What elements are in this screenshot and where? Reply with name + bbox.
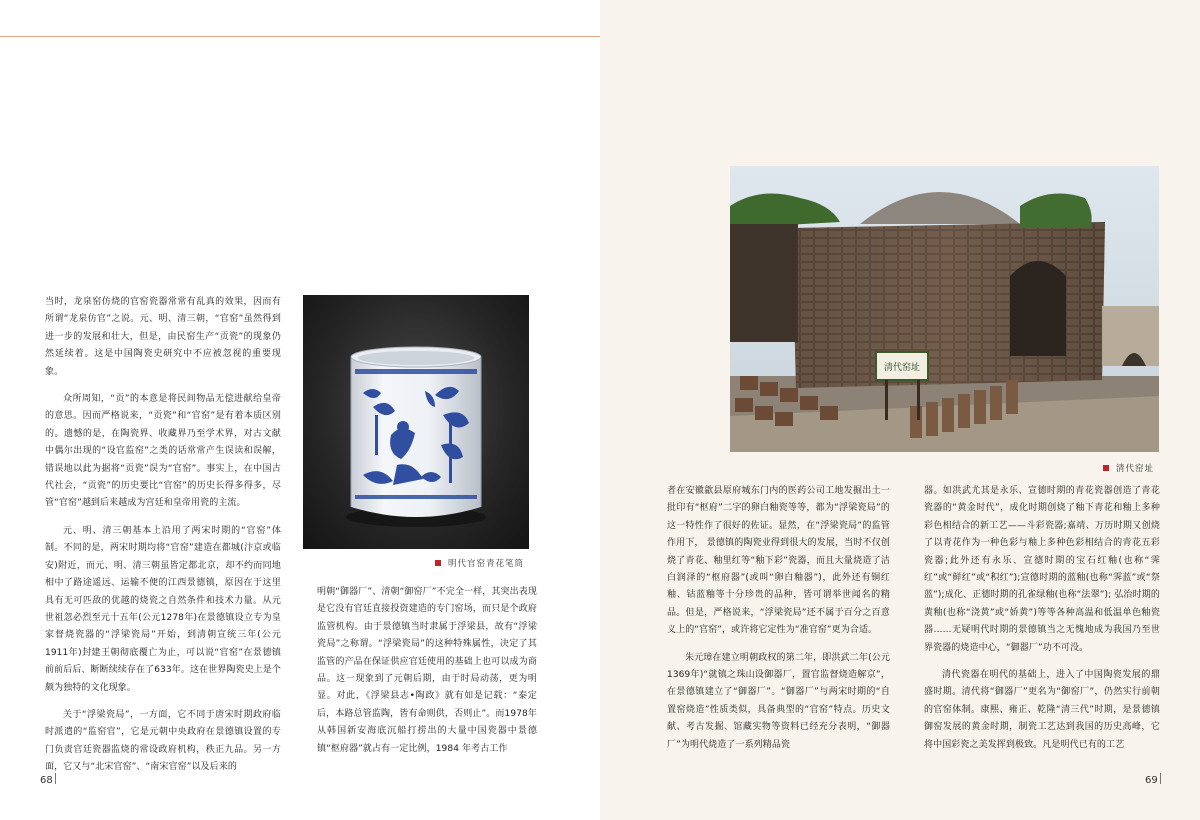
right-column-1 (667, 483, 890, 754)
paragraph: 众所周知，“贡”的本意是将民间物品无偿进献给皇帝的意思。因而严格说来，“贡瓷”和“官窑”是有着本质区别的。遗憾的是，在陶瓷界、收藏界乃至学术界，对古文献中偶尔出现的“设官监窑”之类的话常常产生误读和误解，错误地以此为据将“贡瓷”误为“官窑”。事实上，在中国古代社会，“贡瓷”的历史要比“官窑”的历史长得多得多，尽管“官窑”越到后来越成为宫廷和皇帝用瓷的主流。 (45, 394, 281, 509)
paragraph: 者在安徽歙县原府城东门内的医药公司工地发掘出土一批印有“枢府”二字的卵白釉瓷等等，都为“浮梁瓷局”的这一特性作了很好的佐证。显然，在“浮梁瓷局”的监管作用下， 景德镇的陶瓷业得到很大的发展，当时不仅创烧了青花、釉里红等“釉下彩”瓷器，而且大量烧造了洁白润泽的“枢府器”(或叫“卵白釉器”)，此外还有铜红釉、钴蓝釉等十分珍贵的品种，皆可谓举世闻名的精品。但是，严格说来，“浮梁瓷局”还不属于百分之百意义上的“官窑”，或许将它定性为“准官窑”更为合适。 (667, 486, 890, 636)
paragraph: 当时，龙泉窑仿烧的官窑瓷器常常有乱真的效果，因而有所谓“龙泉仿官”之说。元、明、清三朝，“官窑”虽然得到进一步的发展和壮大，但是，由民窑生产“贡瓷”的现象仍然延续着。这是中国陶瓷史研究中不应被忽视的重要现象。 (45, 297, 281, 377)
page-number-right (1145, 773, 1163, 786)
paragraph: 朱元璋在建立明朝政权的第二年，即洪武二年(公元1369年)“就镇之珠山设御器厂，置官监督烧造解京”，在景德镇建立了“御器厂”。“御器厂”与两宋时期的“自置窑烧造”性质类似，具备典型的“官窑”特点。历史文献、考古发掘、馆藏实物等资料已经充分表明，“御器厂”为明代烧造了一系列精品瓷 (667, 652, 890, 750)
page-number-left (40, 773, 58, 786)
folio-divider (1160, 773, 1161, 784)
top-rule (0, 36, 600, 37)
brush-pot-illustration (303, 295, 529, 549)
red-square-marker (435, 560, 441, 566)
page-number-text: 69 (1145, 775, 1158, 786)
kiln-caption (1103, 462, 1154, 474)
brush-pot-photo (303, 295, 529, 549)
left-column-1 (45, 294, 281, 777)
paragraph: 明朝“御器厂”、清朝“御窑厂”不完全一样，其突出表现是它没有官廷直接投资建造的专门窑场，而只是个政府监管机构。由于景德镇当时隶属于浮梁县，故有“浮梁瓷局”之称谓。“浮梁瓷局”的这种特殊属性，决定了其监管的产品在保证供应官廷使用的基础上也可以成为商品。这一现象到了元朝后期，由于时局动荡，更为明显。对此，《浮梁县志•陶政》就有如是记载：“泰定后，本路总管监陶，皆有命则供，否则止”。而1978年从韩国新安海底沉船打捞出的大量中国瓷器中景德镇“枢府器”就占有一定比例，1984 年考古工作 (317, 587, 537, 754)
paragraph: 元、明、清三朝基本上沿用了两宋时期的“官窑”体制。不同的是，两宋时期均将“官窑”建造在都城(汴京或临安)附近，而元、明、清三朝虽皆定都北京，却不约而同地相中了路途遥远、运输不便的江西景德镇，原因在于这里具有无可匹敌的优越的烧瓷之自然条件和技术力量。从元世祖忽必烈至元十五年(公元1278年)在景德镇设立专为皇家督烧瓷器的“浮梁瓷局”开始，到清朝宣统三年(公元1911年)封建王朝彻底覆亡为止，可以说“官窑”在景德镇前前后后、断断续续存在了633年。这在世界陶瓷史上是个颇为独特的文化现象。 (45, 525, 281, 693)
caption-text: 清代窑址 (1116, 464, 1155, 474)
kiln-sign-text: 清代窑址 (883, 363, 921, 373)
paragraph: 清代瓷器在明代的基础上，进入了中国陶瓷发展的鼎盛时期。清代将“御器厂”更名为“御窑厂”，仍然实行前朝的官窑体制。康熙、雍正、乾隆“清三代”时期，是景德镇御窑发展的黄金时期，制瓷工艺达到我国的历史高峰，它将中国彩瓷之美发挥到极致。凡是明代已有的工艺 (924, 670, 1160, 750)
brush-pot-caption (435, 557, 524, 569)
left-column-2 (317, 584, 537, 758)
caption-text: 明代官窑青花笔筒 (448, 559, 525, 569)
right-column-2 (924, 483, 1160, 754)
paragraph: 器。如洪武尤其是永乐、宣德时期的青花瓷器创造了青花瓷器的“黄金时代”，成化时期创烧了釉下青花和釉上多种彩色相结合的新工艺——斗彩瓷器;嘉靖、万历时期又创烧了以青花作为一种色彩与釉上多种色彩相结合的青花五彩瓷器;此外还有永乐、宣德时期的宝石红釉(也称“霁红”或“鲜红”或“积红”);宣德时期的蓝釉(也称“霁蓝”或“祭蓝”);成化、正德时期的孔雀绿釉(也称“法翠”); 弘治时期的黄釉(也称“浇黄”或“娇黄”)等等各种高温和低温单色釉瓷器……无疑明代时期的景德镇当之无愧地成为我国乃至世界瓷器的烧造中心，“御器厂”功不可没。 (924, 486, 1160, 653)
folio-divider (55, 773, 56, 784)
kiln-site-photo (730, 166, 1159, 452)
red-square-marker (1103, 465, 1109, 471)
kiln-illustration (730, 166, 1159, 452)
page-number-text: 68 (40, 775, 53, 786)
paragraph: 关于“浮梁瓷局”，一方面，它不同于唐宋时期政府临时派遣的“监窑官”，它是元朝中央政府在景德镇设置的专门负责官廷瓷器监烧的常设政府机构，秩正九品。另一方面，它又与“北宋官窑”、“南宋官窑”以及后来的 (45, 709, 281, 773)
